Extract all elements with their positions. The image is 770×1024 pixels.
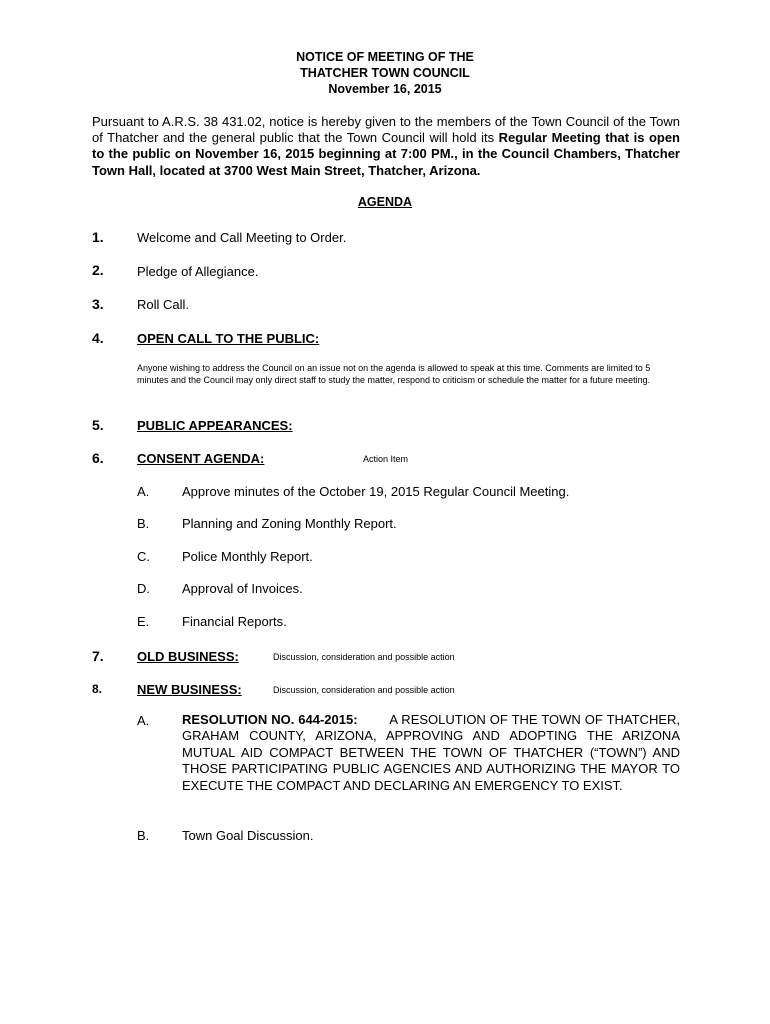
sub-letter: A. [137, 484, 150, 499]
item-old-business: OLD BUSINESS: [137, 649, 239, 664]
item-number: 8. [92, 682, 103, 696]
sub-item-town-goal: Town Goal Discussion. [182, 828, 314, 843]
agenda-heading: AGENDA [357, 195, 413, 209]
header-line-2: THATCHER TOWN COUNCIL [300, 66, 470, 80]
sub-letter: A. [137, 713, 150, 728]
sub-item-invoices: Approval of Invoices. [182, 581, 303, 596]
sub-letter: B. [137, 828, 150, 843]
item-number: 7. [92, 648, 104, 664]
intro-text: Pursuant to A.R.S. 38 431.02, notice is hereby given to the members of the Town Council of the Town of Thatcher and the general public that the Town Council will hold its [92, 114, 680, 146]
action-description: Discussion, consideration and possible action [273, 685, 455, 695]
sub-letter: C. [137, 549, 150, 564]
sub-item-planning-zoning: Planning and Zoning Monthly Report. [182, 516, 397, 531]
action-item-label: Action Item [363, 454, 409, 464]
item-number: 2. [92, 262, 104, 278]
resolution-body: A RESOLUTION OF THE TOWN OF THATCHER, GRAHAM COUNTY, ARIZONA, APPROVING AND ADOPTING THE ARIZONA MUTUAL AID COMPACT BETWEEN THE TOWN OF THATCHER (“TOWN”) AND THOSE PARTICIPATING PUBLIC AGENCIES AND AUTHORIZING THE MAYOR TO EXECUTE THE COMPACT AND DECLARING AN EMERGENCY TO EXIST. [182, 712, 680, 793]
sub-item-police-report: Police Monthly Report. [182, 549, 313, 564]
resolution-text [182, 712, 680, 794]
sub-item-minutes: Approve minutes of the October 19, 2015 Regular Council Meeting. [182, 484, 570, 499]
item-open-call: OPEN CALL TO THE PUBLIC: [137, 331, 320, 346]
item-number: 6. [92, 450, 104, 466]
item-public-appearances: PUBLIC APPEARANCES: [137, 418, 293, 433]
item-new-business: NEW BUSINESS: [137, 682, 242, 697]
resolution-number: RESOLUTION NO. 644-2015: [182, 712, 358, 727]
item-consent-agenda: CONSENT AGENDA: [137, 451, 265, 466]
intro-paragraph [92, 114, 680, 179]
item-pledge: Pledge of Allegiance. [137, 264, 259, 279]
open-call-note: Anyone wishing to address the Council on an issue not on the agenda is allowed to speak at this time. Comments are limited to 5 minutes and the Council may only direct staff to study the matter, respond to criticism or schedule the matter for a future meeting. [137, 363, 651, 386]
intro-bold-text: Regular Meeting that is open to the public on November 16, 2015 beginning at 7:00 PM., in the Council Chambers, Thatcher Town Hall, located at 3700 West Main Street, Thatcher, Arizona. [92, 130, 681, 178]
notice-header [0, 49, 770, 97]
meeting-date: November 16, 2015 [328, 82, 442, 96]
item-number: 4. [92, 330, 104, 346]
sub-letter: E. [137, 614, 150, 629]
header-line-1: NOTICE OF MEETING OF THE [296, 50, 474, 64]
item-welcome: Welcome and Call Meeting to Order. [137, 230, 347, 245]
sub-letter: B. [137, 516, 150, 531]
action-description: Discussion, consideration and possible action [273, 652, 455, 662]
item-number: 3. [92, 296, 104, 312]
item-roll-call: Roll Call. [137, 297, 190, 312]
item-number: 5. [92, 417, 104, 433]
item-number: 1. [92, 229, 104, 245]
sub-letter: D. [137, 581, 150, 596]
sub-item-financial-reports: Financial Reports. [182, 614, 287, 629]
